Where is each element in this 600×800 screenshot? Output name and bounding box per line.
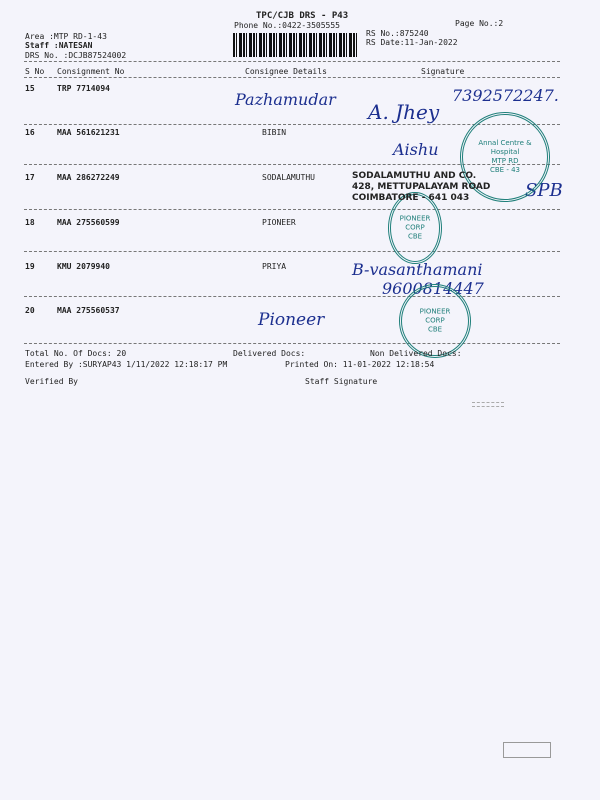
- col-signature: Signature: [421, 67, 465, 76]
- row-19-consignee: PRIYA: [262, 262, 287, 271]
- page-number: Page No.:2: [455, 19, 504, 28]
- row-19-handwritten-phone: 9600814447: [382, 279, 484, 298]
- row-divider: [24, 343, 560, 344]
- printed-on: Printed On: 11-01-2022 12:18:54: [285, 360, 435, 369]
- col-consignee: Consignee Details: [245, 67, 327, 76]
- row-16-signature: Aishu: [393, 140, 439, 159]
- barcode: [233, 33, 358, 57]
- row-15-handwritten-phone: 7392572247.: [452, 86, 559, 105]
- row-17-consignee: SODALAMUTHU: [262, 173, 315, 182]
- row-16-consignee: BIBIN: [262, 128, 287, 137]
- row-18-consignee: PIONEER: [262, 218, 296, 227]
- row-divider: [24, 209, 560, 210]
- row-20-sno: 20: [25, 306, 35, 315]
- address-stamp: [352, 171, 490, 204]
- delivered-docs: Delivered Docs:: [233, 349, 306, 358]
- scan-mark: [472, 406, 504, 407]
- row-17-sno: 17: [25, 173, 35, 182]
- address-stamp-line3: COIMBATORE - 641 043: [352, 193, 470, 203]
- col-consignment: Consignment No: [57, 67, 125, 76]
- pioneer-stamp-a-text: PIONEER CORP CBE: [399, 214, 431, 241]
- staff: Staff :NATESAN: [25, 41, 93, 50]
- row-15-handwritten-name: Pazhamudar: [235, 90, 336, 109]
- address-stamp-line2: 428, METTUPALAYAM ROAD: [352, 182, 491, 192]
- row-19-sno: 19: [25, 262, 35, 271]
- drs-number: DRS No. :DCJB87524002: [25, 51, 127, 60]
- row-19-handwritten-name: B-vasanthamani: [352, 260, 483, 279]
- divider: [24, 61, 560, 62]
- row-20-consignment: MAA 275560537: [57, 306, 120, 315]
- row-17-consignment: MAA 286272249: [57, 173, 120, 182]
- phone-number: Phone No.:0422-3505555: [234, 21, 340, 30]
- row-16-sno: 16: [25, 128, 35, 137]
- row-15-sno: 15: [25, 84, 35, 93]
- area: Area :MTP RD-1-43: [25, 32, 107, 41]
- scan-mark: [472, 402, 504, 403]
- verified-by: Verified By: [25, 377, 78, 386]
- non-delivered-docs: Non Delivered Docs:: [370, 349, 462, 358]
- row-17-signature: SPB: [525, 180, 563, 201]
- pioneer-stamp-b: [399, 284, 471, 358]
- col-sno: S No: [25, 67, 45, 76]
- report-title: TPC/CJB DRS - P43: [256, 11, 349, 21]
- hospital-stamp-text: Annal Centre & Hospital MTP RD CBE - 43: [478, 139, 532, 174]
- row-18-sno: 18: [25, 218, 35, 227]
- total-docs: Total No. Of Docs: 20: [25, 349, 127, 358]
- address-stamp-line1: SODALAMUTHU AND CO.: [352, 171, 477, 181]
- row-16-consignment: MAA 561621231: [57, 128, 120, 137]
- rs-number: RS No.:875240: [366, 29, 429, 38]
- staff-signature: Staff Signature: [305, 377, 378, 386]
- row-18-consignment: MAA 275560599: [57, 218, 120, 227]
- row-19-consignment: KMU 2079940: [57, 262, 110, 271]
- row-15-consignment: TRP 7714094: [57, 84, 110, 93]
- entered-by: Entered By :SURYAP43 1/11/2022 12:18:17 PM: [25, 360, 228, 369]
- row-20-handwritten-name: Pioneer: [258, 310, 325, 330]
- footer-box: [503, 742, 551, 758]
- rs-date: RS Date:11-Jan-2022: [366, 38, 458, 47]
- divider: [24, 77, 560, 78]
- pioneer-stamp-b-text: PIONEER CORP CBE: [419, 307, 451, 334]
- row-15-signature: A. Jhey: [368, 100, 440, 124]
- row-divider: [24, 251, 560, 252]
